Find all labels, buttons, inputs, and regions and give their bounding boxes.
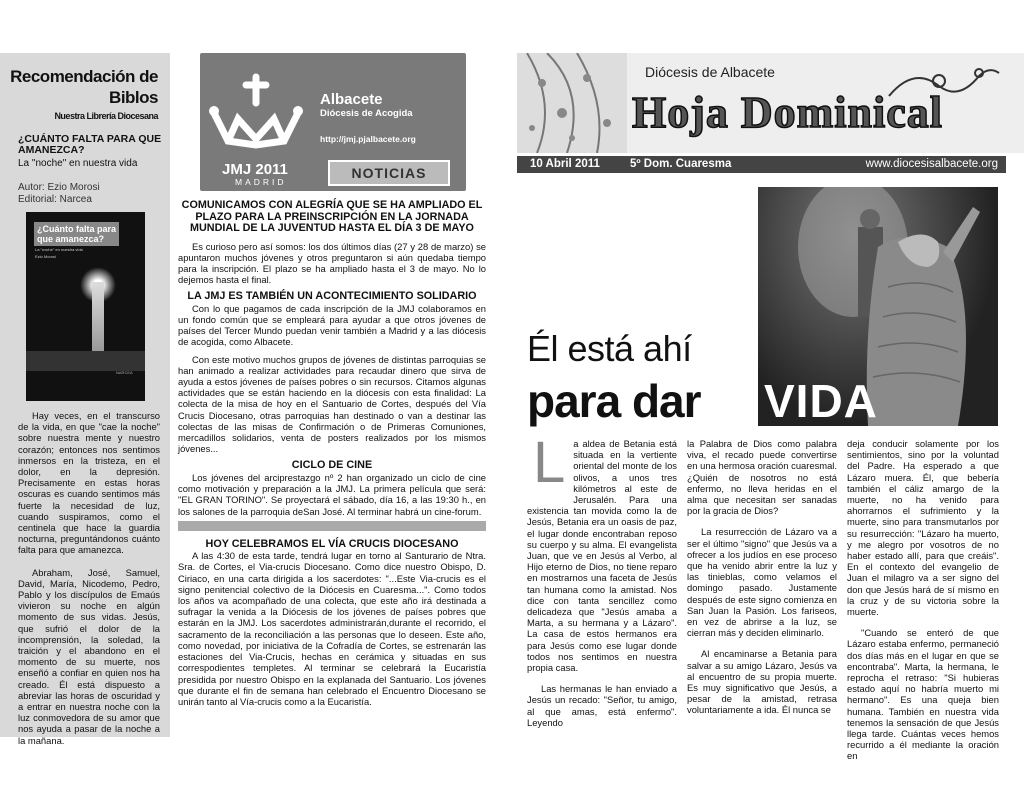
banner-diocese-name: Albacete <box>320 91 383 108</box>
article-column-1 <box>527 430 677 738</box>
book-recommendation-sidebar <box>0 53 170 746</box>
issue-date: 10 Abril 2011 <box>530 158 600 170</box>
article-column-2 <box>687 438 837 726</box>
headline-preinscripcion: COMUNICAMOS CON ALEGRÍA QUE SE HA AMPLIADO EL PLAZO PARA LA PREINSCRIPCIÓN EN LA JORNADA MUNDIAL DE LA JUVENTUD HASTA EL DÍA 3 DE MAYO <box>181 199 483 234</box>
banner-url: http://jmj.pjalbacete.org <box>320 134 416 144</box>
sidebar-tagline: Nuestra Librería Diocesana <box>54 111 158 121</box>
book-cover-subtitle: La "noche" en nuestra vida <box>35 247 83 252</box>
floral-decoration-icon <box>517 53 627 153</box>
article-column-3 <box>847 438 999 772</box>
banner-year: JMJ 2011 <box>222 161 288 178</box>
jmj-banner <box>200 53 466 191</box>
banner-city: MADRID <box>235 177 287 187</box>
paragraph: "Cuando se enteró de que Lázaro estaba enfermo, permaneció dos días más en el lugar en que se encontraba". Marta, la hermana, le reprocha el retraso: "Si hubieras estado aquí no habría muerto mi hermano". Es una queja bien humana. También en nuestra vida tenemos la sensación de que Jesús llega tarde. Cuántas veces hemos recurrido a él mediante la oración en <box>847 627 999 762</box>
paragraph: Es curioso pero así somos: los dos últimos días (27 y 28 de marzo) se apuntaron muchos jóvenes y otros preguntaron si aún quedaba tiempo para la inscripción. El plazo se ha ampliado hasta el 3 de mayo. No lo dejemos hasta el final. <box>178 240 486 286</box>
paragraph: La resurrección de Lázaro va a ser el último "signo" que Jesús va a ofrecer a los judíos en ese proceso que ha venido abrir entre la luz y las tinieblas, como velamos el domingo pasado. Justamente después de este signo comienza en San Juan la Pasión. Los fariseos, en vez de abrirse a la luz, se cierran más y deciden eliminarlo. <box>687 526 837 639</box>
hero-title-line1: Él está ahí <box>527 328 692 369</box>
sidebar-title: Recomendación de <box>10 67 158 86</box>
masthead <box>517 53 1024 153</box>
jmj-news-column <box>178 200 486 707</box>
book-cover-author: Ezio Morosi <box>35 254 56 259</box>
swirl-ornament-icon <box>884 61 1004 106</box>
book-cover-title: ¿Cuánto falta para que amanezca? <box>34 222 119 246</box>
sidebar-paragraph: Abraham, José, Samuel, David, María, Nicodemo, Pedro, Pablo y los discípulos de Emaús vivieron su noche en algún momento de sus vidas. Jesús, que sufrió el dolor de la incomprensión, la soledad, la traición y el abandono en el momento de su muerte, nos enseñó a confiar en quien nos ha creado. Él está dispuesto a abreviar las horas de oscuridad y a entrar en nuestra noche con la luz conmovedora de su amor que nos ayuda a pasar de la noche a la mañana. <box>18 566 160 746</box>
book-publisher: Editorial: Narcea <box>18 194 92 205</box>
noticias-label: NOTICIAS <box>328 160 450 186</box>
sidebar-title-biblos: Biblos <box>109 88 158 107</box>
paragraph: Las hermanas le han enviado a Jesús un recado: "Señor, tu amigo, al que amas, está enfermo". Leyendo <box>527 683 677 728</box>
book-author: Autor: Ezio Morosi <box>18 182 100 193</box>
sidebar-paragraph: Hay veces, en el transcurso de la vida, en que "cae la noche" sobre nuestra mente y nuestro corazón; entonces nos sentimos inmersos en la tristeza, en el dolor, en la depresión. Precisamente en estas horas oscuras es cuando sentimos más fuerte la necesidad de luz, cuando suspiramos, como el centinela que hace la guardia nocturna, preguntándonos cuánto falta para que amanezca. <box>18 410 160 556</box>
publisher-logo: NARCEA <box>116 370 133 375</box>
paragraph: Al encaminarse a Betania para salvar a su amigo Lázaro, Jesús va al encuentro de su propia muerte. Es muy significativo que Jesús, a pesar de la amistad, retrasa voluntariamente a ida. Él nunca se <box>687 648 837 716</box>
paragraph: Los jóvenes del arciprestazgo nº 2 han organizado un ciclo de cine como motivación y preparación a la JMJ. La primera película que será: "EL GRAN TORINO". Se proyectará el sábado, día 16, a las 19:30 h., en los salones de la parroquia deSan José. Al terminar habrá un cine-forum. <box>178 471 486 517</box>
paragraph: la Palabra de Dios como palabra viva, el recado puede convertirse en una hermosa oración cuaresmal. ¿Quién de nosotros no está enfermo, no lleva heridas en el alma que necesitan ser sanadas por la gracia de Dios? <box>687 438 837 517</box>
paragraph: A las 4:30 de esta tarde, tendrá lugar en torno al Santurario de Ntra. Sra. de Cortes, el Via-crucis Diocesano. Como dice nuestro Obispo, D. Ciriaco, en una carta dirigida a los sacerdotes: "...Este Via-crucis es el signo penitencial colectivo de la Diócesis en Cuaresma...". Como todos los años va acompañado de una colecta, que este año irá destinada a sufragar la venida a la Diócesis de los jóvenes de países pobres que estarán en la JMJ. Los sacerdotes administrarán,durante el recorrido, el sacramento de la reconciliación a las personas que lo deseen. Este año, como novedad, por iniciativa de la Cofradía de Cortes, se estrenarán las estaciones del Via-Crucis, hechas en cerámica y situadas en sus correspodientes templetes. Al terminar se celebrará la Eucaristía presidida por nuestro Obispo en la explanada del Santuario. Los jóvenes que durante el fin de semana han celebrado el Encuentro Diocesano se unirán tanto al Vía-crucis como a la Eucaristía. <box>178 550 486 707</box>
lighthouse-icon <box>92 282 104 352</box>
coast <box>26 351 145 371</box>
date-bar <box>517 156 1006 173</box>
headline-solidario: LA JMJ ES TAMBIÉN UN ACONTECIMIENTO SOLIDARIO <box>187 290 477 303</box>
sidebar-body <box>18 410 160 757</box>
crown-cross-icon <box>206 71 306 161</box>
banner-subtitle: Diócesis de Acogida <box>320 108 413 119</box>
paragraph: Con este motivo muchos grupos de jóvenes de distintas parroquias se han animado a realizar actividades para recaudar dinero que sirva de ayuda a estos jóvenes de países pobres o sin recursos. Citamos algunas actividades que se están haciendo en la diócesis con esta finalidad: La colecta de la misa de hoy en el Santuario de Cortes, después del Vía Crucis Diocesano, otras parroquias han destinado o van a destinar las colectas de las misas de Confirmación o de Primeras Comuniones, mercadillos solidarios, venta de posters realizados por los mismos jóvenes... <box>178 353 486 455</box>
book-question: ¿CUÁNTO FALTA PARA QUE AMANEZCA? <box>18 133 162 156</box>
liturgical-sunday: 5º Dom. Cuaresma <box>630 158 732 170</box>
headline-cine: CICLO DE CINE <box>291 459 373 472</box>
paragraph: deja conducir solamente por los sentimientos, sino por la voluntad del Padre. Ha esperado a que Lázaro muera. Él, que bebería también el cáliz amargo de la muerte, no ha venido para ahorrarnos el sufrimiento y la muerte, sino para transmutarlos por su resurrección: "Lázaro ha muerto, y me alegro por vosotros de no haber estado allí, para que creáis". En el contexto del evangelio de Juan el milagro va a ser signo del don que Jesús hará de sí mismo en la cruz y de su victoria sobre la muerte. <box>847 438 999 618</box>
book-cover-image <box>26 212 145 401</box>
paragraph: a aldea de Betania está situada en la vertiente oriental del monte de los olivos, a unos tres kilómetros al este de Jerusalén. Para una existencia tan movida como la de Jesús, Betania era un oasis de paz, el lugar donde encontraban reposo su cuerpo y su alma. El evangelista Juan, que ve en Jesús al Verbo, al Hijo eterno de Dios, no tiene reparo en mostrarnos una faceta de Jesús tan humana como la amistad. Nos dice con tanta sencillez como delicadeza que "Jesús amaba a Marta, a su hermana y a Lázaro". La casa de estos hermanos era para Jesús como ese lugar donde todos nos sentimos en nuestra propia casa. <box>527 438 677 674</box>
website-link[interactable]: www.diocesisalbacete.org <box>865 158 998 170</box>
divider-bar <box>178 521 486 531</box>
diocese-label: Diócesis de Albacete <box>645 64 775 80</box>
paragraph: Con lo que pagamos de cada inscripción de la JMJ colaboramos en un fondo común que se empleará para ayudar a que otros jóvenes de países del Tercer Mundo puedan venir también a Madrid y a las diócesis de acogida, como Albacete. <box>178 302 486 348</box>
book-subtitle: La "noche" en nuestra vida <box>18 158 138 169</box>
headline-via-crucis: HOY CELEBRAMOS EL VÍA CRUCIS DIOCESANO <box>205 537 459 550</box>
publication-title: Hoja Dominical <box>632 88 943 137</box>
hero-title-vida: VIDA <box>764 375 878 427</box>
drop-cap: L <box>533 430 566 495</box>
hero-title-line2: para dar <box>527 375 701 427</box>
